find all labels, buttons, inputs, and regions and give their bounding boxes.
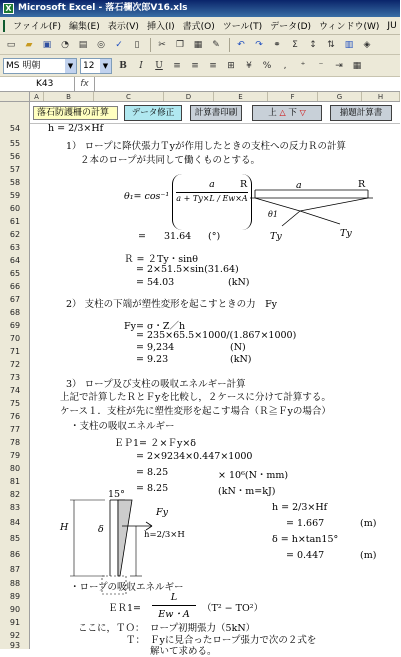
- row-header[interactable]: 83: [9, 503, 21, 512]
- theta-label: θ₁= cos⁻¹: [124, 191, 170, 202]
- row-header[interactable]: 63: [9, 243, 21, 252]
- er-denominator: Ew・A: [158, 609, 190, 620]
- ep-formula: ＥＰ1= ２×Ｆy×δ: [114, 438, 197, 449]
- section-heading: h = 2/3×Hf: [48, 123, 104, 134]
- drawing-icon[interactable]: ◈: [363, 39, 371, 50]
- increase-decimal-icon[interactable]: ⁺: [300, 60, 306, 71]
- diagram-label-ty: Ty: [340, 228, 352, 239]
- row-header[interactable]: [0, 102, 30, 124]
- format-painter-icon[interactable]: ✎: [212, 39, 220, 50]
- delta-label: δ: [98, 524, 104, 535]
- bullet-heading: ・支柱の吸収エネルギー: [70, 421, 175, 432]
- chevron-down-icon[interactable]: ▼: [100, 59, 111, 73]
- scroll-nav-button[interactable]: [252, 105, 322, 121]
- diagram-label-theta: θ1: [268, 210, 278, 219]
- row-header[interactable]: 57: [9, 165, 21, 174]
- row-number-column: [0, 124, 30, 649]
- reaction-unit: (kN): [228, 277, 250, 288]
- autosum-icon[interactable]: Σ: [292, 39, 298, 50]
- row-header[interactable]: 71: [9, 347, 21, 356]
- row-header[interactable]: 87: [9, 565, 21, 574]
- menu-tools[interactable]: ツール(T): [222, 22, 263, 32]
- h-value: = 1.667: [286, 518, 325, 529]
- macro-button-row: [0, 102, 400, 124]
- definition-text: ロープ初期張力（5kN）: [150, 623, 256, 634]
- copy-icon[interactable]: ❐: [175, 39, 185, 50]
- bullet-heading: ・ロープの吸収エネルギー: [70, 582, 184, 593]
- align-left-icon[interactable]: ≡: [173, 60, 181, 71]
- diagram-label-r: R: [240, 179, 248, 190]
- row-header[interactable]: 88: [9, 579, 21, 588]
- delta-formula: δ = h×tan15°: [272, 534, 339, 545]
- ep-substitution: = 2×9234×0.447×1000: [136, 451, 253, 462]
- function-icon[interactable]: fx: [75, 77, 95, 91]
- ep-value-nmm: = 8.25: [136, 467, 169, 478]
- save-icon[interactable]: ▣: [42, 39, 52, 50]
- subsection-heading: 1） ロープに降伏張力Ｔyが作用したときの支柱への反力Ｒの計算: [66, 141, 346, 152]
- delta-value: = 0.447: [286, 550, 325, 561]
- definition-text: Ｆyに見合ったロープ張力で次の２式を: [150, 635, 317, 646]
- equals-sign: =: [138, 231, 146, 242]
- height-label: H: [60, 522, 69, 533]
- menu-window[interactable]: ウィンドウ(W): [319, 22, 380, 32]
- row-header[interactable]: 75: [9, 399, 21, 408]
- fy-unit-n: (N): [230, 342, 246, 353]
- er-label: ＥＲ1=: [108, 603, 142, 614]
- menu-ju[interactable]: JU: [387, 20, 397, 31]
- row-header[interactable]: 80: [9, 464, 21, 473]
- delta-unit: (m): [360, 550, 377, 561]
- column-header[interactable]: G: [318, 92, 362, 101]
- indent-icon[interactable]: ⇥: [335, 60, 343, 71]
- align-right-icon[interactable]: ≡: [209, 60, 217, 71]
- arrow-up-icon: △: [279, 108, 286, 117]
- row-header[interactable]: 70: [9, 334, 21, 343]
- row-header[interactable]: 74: [9, 386, 21, 395]
- row-header[interactable]: 81: [9, 477, 21, 486]
- hyperlink-icon[interactable]: ⚭: [273, 39, 281, 50]
- row-header[interactable]: 68: [9, 308, 21, 317]
- percent-icon[interactable]: %: [262, 60, 272, 71]
- row-header[interactable]: 90: [9, 605, 21, 614]
- name-box[interactable]: K43: [0, 77, 75, 92]
- ep-unit-nmm: × 10⁶(N・mm): [218, 470, 289, 481]
- menu-view[interactable]: 表示(V): [107, 22, 139, 32]
- menu-edit[interactable]: 編集(E): [69, 22, 100, 32]
- definition-text: 解いて求める。: [150, 646, 217, 657]
- fraction-bar: [176, 192, 248, 193]
- er-tension-term: （T² − TO²）: [202, 603, 264, 614]
- new-icon[interactable]: ▭: [6, 39, 16, 50]
- fy-unit-kn: (kN): [230, 354, 252, 365]
- column-header[interactable]: D: [164, 92, 214, 101]
- row-header[interactable]: 92: [9, 631, 21, 640]
- column-header[interactable]: E: [214, 92, 268, 101]
- row-header[interactable]: 55: [9, 139, 21, 148]
- menu-bar: [0, 17, 400, 35]
- rope-reaction-diagram: [240, 176, 390, 246]
- spelling-icon[interactable]: ✓: [115, 39, 123, 50]
- sheet-title-label: 落石防護柵の計算: [33, 106, 118, 120]
- row-header[interactable]: 91: [9, 618, 21, 627]
- row-header[interactable]: 59: [9, 191, 21, 200]
- row-header[interactable]: 79: [9, 451, 21, 460]
- column-headers: [0, 92, 400, 102]
- row-header[interactable]: 60: [9, 204, 21, 213]
- menu-data[interactable]: データ(D): [270, 22, 312, 32]
- row-header[interactable]: 69: [9, 321, 21, 330]
- case-heading: ケース１．支柱が先に塑性変形を起こす場合（Ｒ≧Ｆyの場合）: [60, 406, 331, 417]
- row-header[interactable]: 64: [9, 256, 21, 265]
- research-icon[interactable]: ▯: [134, 39, 140, 50]
- italic-button[interactable]: I: [139, 60, 143, 71]
- cut-icon[interactable]: ✂: [158, 39, 166, 50]
- arrow-down-icon: ▽: [299, 108, 306, 117]
- comma-icon[interactable]: ,: [283, 60, 287, 71]
- column-header[interactable]: F: [268, 92, 318, 101]
- theta-numerator: a: [209, 179, 215, 190]
- row-header[interactable]: 67: [9, 295, 21, 304]
- row-header[interactable]: 62: [9, 230, 21, 239]
- definition-label: Ｔ：: [126, 635, 146, 646]
- diagram-label-r: R: [358, 179, 366, 190]
- force-label: Fy: [156, 507, 168, 518]
- toolbar-separator: [150, 38, 151, 52]
- print-preview-icon[interactable]: ◎: [97, 39, 105, 50]
- diagram-label-a: a: [296, 180, 302, 191]
- theta-value: 31.64: [164, 231, 192, 242]
- decrease-decimal-icon[interactable]: ⁻: [318, 60, 324, 71]
- menu-file[interactable]: ファイル(F): [13, 22, 62, 32]
- subsection-heading: 3） ロープ及び支柱の吸収エネルギー計算: [66, 379, 246, 390]
- fy-substitution: = 235×65.5×1000/(1.867×1000): [136, 330, 297, 341]
- row-header[interactable]: 58: [9, 178, 21, 187]
- angle-label: 15°: [108, 489, 125, 500]
- fy-value-n: = 9,234: [136, 342, 175, 353]
- sort-desc-icon[interactable]: ⇅: [327, 39, 335, 50]
- paste-icon[interactable]: ▦: [193, 39, 203, 50]
- row-header[interactable]: 78: [9, 438, 21, 447]
- window-titlebar: [0, 0, 400, 17]
- open-icon[interactable]: ▰: [25, 39, 33, 50]
- undo-icon[interactable]: ↶: [237, 39, 245, 50]
- reaction-formula: Ｒ = ２Ty・sinθ: [124, 254, 198, 265]
- borders-icon[interactable]: ▦: [352, 60, 362, 71]
- formula-bar: [0, 77, 400, 92]
- font-size-value: 12: [83, 60, 95, 71]
- menu-format[interactable]: 書式(O): [182, 22, 215, 32]
- fy-formula: Fy= σ・Z／h: [124, 321, 186, 332]
- scroll-up-label: 上: [268, 108, 277, 118]
- sort-asc-icon[interactable]: ↕: [309, 39, 317, 50]
- ep-value-kj: = 8.25: [136, 483, 169, 494]
- row-header[interactable]: 56: [9, 152, 21, 161]
- theta-denominator: a + Ty×L / Ew×A: [176, 194, 248, 203]
- cell-grid[interactable]: [30, 123, 400, 657]
- font-name-value: MS 明朝: [6, 60, 41, 71]
- text-line: 上記で計算したＲとＦyを比較し，２ケースに分けて計算する。: [60, 392, 331, 403]
- data-edit-button[interactable]: データ修正: [124, 105, 182, 121]
- subsection-heading: 2） 支柱の下端が塑性変形を起こすときの力 Fy: [66, 299, 278, 310]
- row-header[interactable]: 82: [9, 490, 21, 499]
- row-header[interactable]: 54: [9, 124, 21, 133]
- row-header[interactable]: 86: [9, 550, 21, 559]
- row-header[interactable]: 77: [9, 425, 21, 434]
- ep-unit-kj: (kN・m=kJ): [218, 486, 276, 497]
- redo-icon[interactable]: ↷: [255, 39, 263, 50]
- align-center-icon[interactable]: ≡: [191, 60, 199, 71]
- scroll-down-label: 下: [288, 108, 297, 118]
- window-title: Microsoft Excel - 落石欄次郎V16.xls: [18, 3, 188, 13]
- print-icon[interactable]: ▤: [78, 39, 88, 50]
- underline-button[interactable]: U: [155, 60, 163, 71]
- diagram-label-ty: Ty: [270, 231, 282, 242]
- h-unit: (m): [360, 518, 377, 529]
- row-header[interactable]: 84: [9, 518, 21, 527]
- row-header[interactable]: 85: [9, 534, 21, 543]
- column-header[interactable]: B: [44, 92, 94, 101]
- merge-center-icon[interactable]: ⊞: [227, 60, 235, 71]
- chevron-down-icon[interactable]: ▼: [65, 59, 76, 73]
- column-header[interactable]: C: [94, 92, 164, 101]
- column-header[interactable]: H: [362, 92, 400, 101]
- theta-unit: (°): [208, 231, 221, 242]
- row-header[interactable]: 89: [9, 592, 21, 601]
- currency-icon[interactable]: ¥: [246, 60, 252, 71]
- definition-label: ここに，ＴＯ：: [78, 623, 145, 634]
- row-header[interactable]: 65: [9, 269, 21, 278]
- menu-insert[interactable]: 挿入(I): [146, 22, 175, 32]
- row-header[interactable]: 76: [9, 412, 21, 421]
- font-name-select[interactable]: [3, 58, 77, 74]
- workbook-icon[interactable]: [3, 20, 5, 32]
- fy-value-kn: = 9.23: [136, 354, 169, 365]
- formatting-toolbar: [0, 55, 400, 77]
- excel-app-icon: X: [3, 3, 14, 14]
- reaction-value: = 54.03: [136, 277, 175, 288]
- toolbar-separator: [229, 38, 230, 52]
- row-header[interactable]: 93: [9, 641, 21, 650]
- permission-icon[interactable]: ◔: [61, 39, 69, 50]
- font-size-select[interactable]: [80, 58, 112, 74]
- h-formula: h = 2/3×Hf: [272, 502, 328, 513]
- h-relation-label: h=2/3×H: [144, 530, 185, 540]
- row-header[interactable]: 66: [9, 282, 21, 291]
- reaction-substitution: = 2×51.5×sin(31.64): [136, 264, 239, 275]
- worksheet: [0, 123, 400, 657]
- row-header[interactable]: 61: [9, 217, 21, 226]
- select-all-corner[interactable]: [0, 92, 30, 101]
- row-header[interactable]: 73: [9, 373, 21, 382]
- er-numerator: L: [170, 592, 178, 603]
- print-report-button[interactable]: 計算書印刷: [190, 105, 242, 121]
- standard-toolbar: [0, 35, 400, 55]
- bold-button[interactable]: B: [119, 60, 127, 71]
- row-header[interactable]: 72: [9, 360, 21, 369]
- formula-input[interactable]: [95, 77, 400, 91]
- chart-wizard-icon[interactable]: ▥: [344, 39, 354, 50]
- report-button[interactable]: 揃題計算書: [330, 105, 392, 121]
- column-header[interactable]: A: [30, 92, 44, 101]
- text-line: ２本のロープが共同して働くものとする。: [80, 155, 261, 166]
